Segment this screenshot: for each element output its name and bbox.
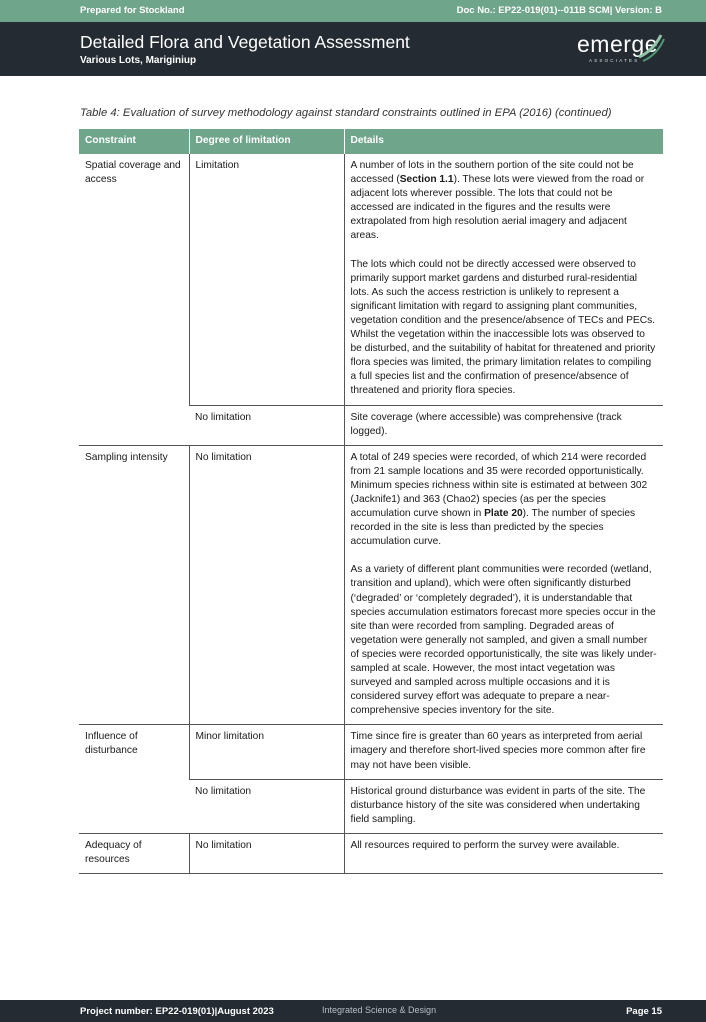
degree-cell: Limitation bbox=[189, 154, 344, 405]
degree-cell: No limitation bbox=[189, 833, 344, 873]
details-cell bbox=[344, 445, 663, 725]
details-paragraph: The lots which could not be directly accessed were observed to primarily support market gardens and disturbed rural-residential lots. As such the access restriction is unlikely to represent a significant limitation with regard to assigning plant communities, vegetation condition and the presence/absence of TECs and PECs. Whilst the vegetation within the inaccessible lots was observed to be disturbed, and the suitability of habitat for threatened and priority flora species was limited, the primary limitation relates to compiling a full species list and the confirmation of presence/absence of threatened and priority flora species. bbox=[350, 258, 656, 397]
details-cell bbox=[344, 779, 663, 833]
details-paragraph: All resources required to perform the survey were available. bbox=[350, 839, 620, 851]
project-number: Project number: EP22-019(01)|August 2023 bbox=[80, 1006, 274, 1017]
column-header: Constraint bbox=[79, 129, 189, 154]
details-cell bbox=[344, 405, 663, 445]
document-subtitle: Various Lots, Mariginiup bbox=[80, 55, 197, 66]
footer-tagline: Integrated Science & Design bbox=[322, 1005, 437, 1015]
constraint-cell: Sampling intensity bbox=[79, 445, 189, 725]
constraint-cell: Influence of disturbance bbox=[79, 725, 189, 834]
top-bar bbox=[0, 0, 706, 22]
prepared-for-label: Prepared for Stockland bbox=[80, 5, 185, 16]
details-paragraph: Site coverage (where accessible) was comprehensive (track logged). bbox=[350, 411, 622, 437]
methodology-table bbox=[79, 129, 663, 874]
page-number: Page 15 bbox=[626, 1006, 662, 1017]
table-row bbox=[79, 445, 663, 725]
logo-subtext: ASSOCIATES bbox=[589, 58, 640, 63]
document-header bbox=[0, 22, 706, 76]
table-row bbox=[79, 154, 663, 405]
degree-cell: No limitation bbox=[189, 445, 344, 725]
table-caption: Table 4: Evaluation of survey methodology against standard constraints outlined in EPA (2016) (continued) bbox=[80, 107, 612, 119]
degree-cell: Minor limitation bbox=[189, 725, 344, 779]
table-row bbox=[79, 833, 663, 873]
degree-cell: No limitation bbox=[189, 405, 344, 445]
details-paragraph: Time since fire is greater than 60 years as interpreted from aerial imagery and therefore short-lived species more common after fire may not have been visible. bbox=[350, 731, 646, 771]
details-cell bbox=[344, 154, 663, 405]
constraint-cell: Spatial coverage and access bbox=[79, 154, 189, 445]
degree-cell: No limitation bbox=[189, 779, 344, 833]
constraint-cell: Adequacy of resources bbox=[79, 833, 189, 873]
logo-swoosh-icon bbox=[577, 31, 667, 69]
details-paragraph: A number of lots in the southern portion of the site could not be accessed (Section 1.1). These lots were viewed from the road or adjacent lots wherever possible. The lots that could not be accessed are indicated in the figures and the results were extrapolated from high resolution aerial imagery and adjacent areas. bbox=[350, 160, 645, 242]
emerge-logo bbox=[577, 31, 667, 69]
logo-wordmark: emerge bbox=[577, 31, 658, 57]
details-cell bbox=[344, 833, 663, 873]
table-header-row bbox=[79, 129, 663, 154]
table-row bbox=[79, 725, 663, 779]
document-title: Detailed Flora and Vegetation Assessment bbox=[80, 32, 410, 52]
column-header: Degree of limitation bbox=[189, 129, 344, 154]
details-paragraph: Historical ground disturbance was evident in parts of the site. The disturbance history of the site was considered when undertaking field sampling. bbox=[350, 785, 646, 825]
document-number: Doc No.: EP22-019(01)--011B SCM| Version: B bbox=[456, 5, 662, 16]
column-header: Details bbox=[344, 129, 663, 154]
details-paragraph: A total of 249 species were recorded, of which 214 were recorded from 21 sample locations and 35 were recorded opportunistically. Minimum species richness within site is estimated at between 302 (Jacknife1) and 363 (Chao2) species (as per the species accumulation curve shown in Plate 20). The number of species recorded in the site is less than predicted by the species accumulation curve. bbox=[350, 451, 648, 548]
page-footer bbox=[0, 1000, 706, 1022]
details-cell bbox=[344, 725, 663, 779]
details-paragraph: As a variety of different plant communities were recorded (wetland, transition and upland), which were often significantly disturbed (‘degraded’ or ‘completely degraded’), it is understandable that species accumulation estimators forecast more species occur in the site than were recorded from sampling. Degraded areas of vegetation were generally not sampled, and given a small number of species were recorded opportunistically, the site was likely under-sampled at scale. However, the most intact vegetation was surveyed and sampled across multiple occasions and it is considered survey effort was adequate to prepare a near-comprehensive species inventory for the site. bbox=[350, 564, 657, 717]
